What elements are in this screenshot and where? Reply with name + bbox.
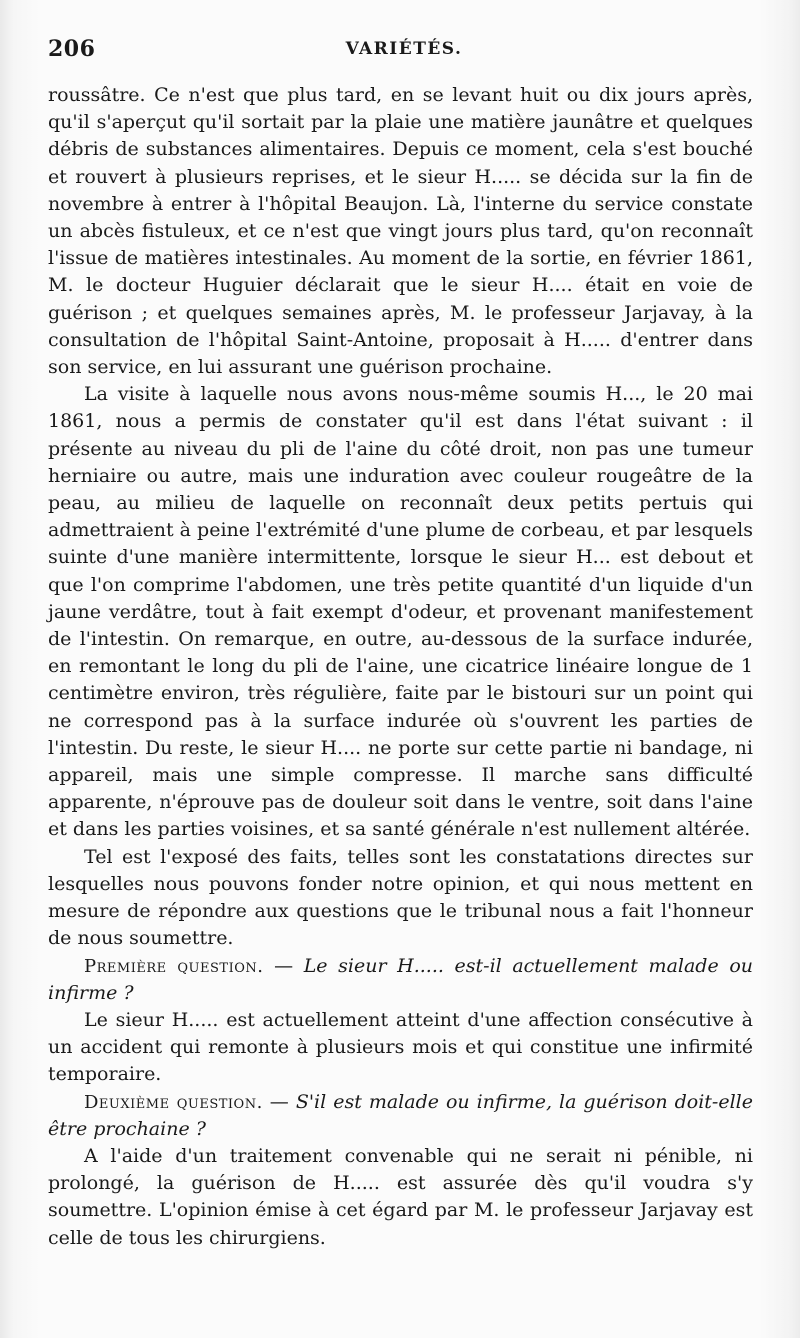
page-number: 206: [48, 36, 96, 62]
paragraph-1: roussâtre. Ce n'est que plus tard, en se levant huit ou dix jours après, qu'il s'aperçut qu'il sortait par la plaie une matière jaunâtre et quelques débris de substances alimentaires. Depuis ce moment, cela s'est bouché et rouvert à plusieurs reprises, et le sieur H..... se décida sur la fin de novembre à entrer à l'hôpital Beaujon. Là, l'interne du service constate un abcès fistuleux, et ce n'est que vingt jours plus tard, qu'on reconnaît l'issue de matières intestinales. Au moment de la sortie, en février 1861, M. le docteur Huguier déclarait que le sieur H.... était en voie de guérison ; et quelques semaines après, M. le professeur Jarjavay, à la consultation de l'hôpital Saint-Antoine, proposait à H..... d'entrer dans son service, en lui assurant une guérison prochaine.: [48, 84, 753, 379]
answer-1: Le sieur H..... est actuellement atteint d'une affection consécutive à un accident qui remonte à plusieurs mois et qui constitue une infirmité temporaire.: [48, 1008, 753, 1086]
question-2-dash: —: [262, 1090, 296, 1113]
paragraph-2: La visite à laquelle nous avons nous-même soumis H..., le 20 mai 1861, nous a permis de constater qu'il est dans l'état suivant : il présente au niveau du pli de l'aine du côté droit, non pas une tumeur herniaire ou autre, mais une induration avec couleur rougeâtre de la peau, au milieu de laquelle on reconnaît deux petits pertuis qui admettraient à peine l'extrémité d'une plume de corbeau, et par lesquels suinte d'une manière intermittente, lorsque le sieur H... est debout et que l'on comprime l'abdomen, une très petite quantité d'un liquide d'un jaune verdâtre, tout à fait exempt d'odeur, et provenant manifestement de l'intestin. On remarque, en outre, au-dessous de la surface indurée, en remontant le long du pli de l'aine, une cicatrice linéaire longue de 1 centimètre environ, très régulière, faite par le bistouri sur un point qui ne correspond pas à la surface indurée où s'ouvrent les parties de l'intestin. Du reste, le sieur H.... ne porte sur cette partie ni bandage, ni appareil, mais une simple compresse. Il marche sans difficulté apparente, n'éprouve pas de douleur soit dans le ventre, soit dans l'aine et dans les parties voisines, et sa santé générale n'est nullement altérée.: [48, 383, 753, 841]
question-2-label: Deuxième question.: [84, 1091, 263, 1113]
answer-2: A l'aide d'un traitement convenable qui ne serait ni pénible, ni prolongé, la guérison de H..... est assurée dès qu'il voudra s'y soumettre. L'opinion émise à cet égard par M. le professeur Jarjavay est celle de tous les chirurgiens.: [48, 1144, 753, 1249]
question-1-dash: —: [263, 954, 304, 977]
paragraph-3: Tel est l'exposé des faits, telles sont les constatations directes sur lesquelles nous pouvons fonder notre opinion, et qui nous mettent en mesure de répondre aux questions que le tribunal nous a fait l'honneur de nous soumettre.: [48, 845, 753, 950]
question-2-text: S'il est malade ou infirme, la guérison doit-elle être prochaine ?: [48, 1090, 753, 1140]
running-head: VARIÉTÉS.: [345, 39, 463, 59]
question-1-text: Le sieur H..... est-il actuellement malade ou infirme ?: [48, 954, 753, 1004]
question-2: [48, 1089, 753, 1143]
question-1: [48, 953, 753, 1007]
question-1-label: Première question.: [84, 955, 264, 977]
page-header: [48, 36, 760, 66]
body-text: [48, 82, 753, 1252]
